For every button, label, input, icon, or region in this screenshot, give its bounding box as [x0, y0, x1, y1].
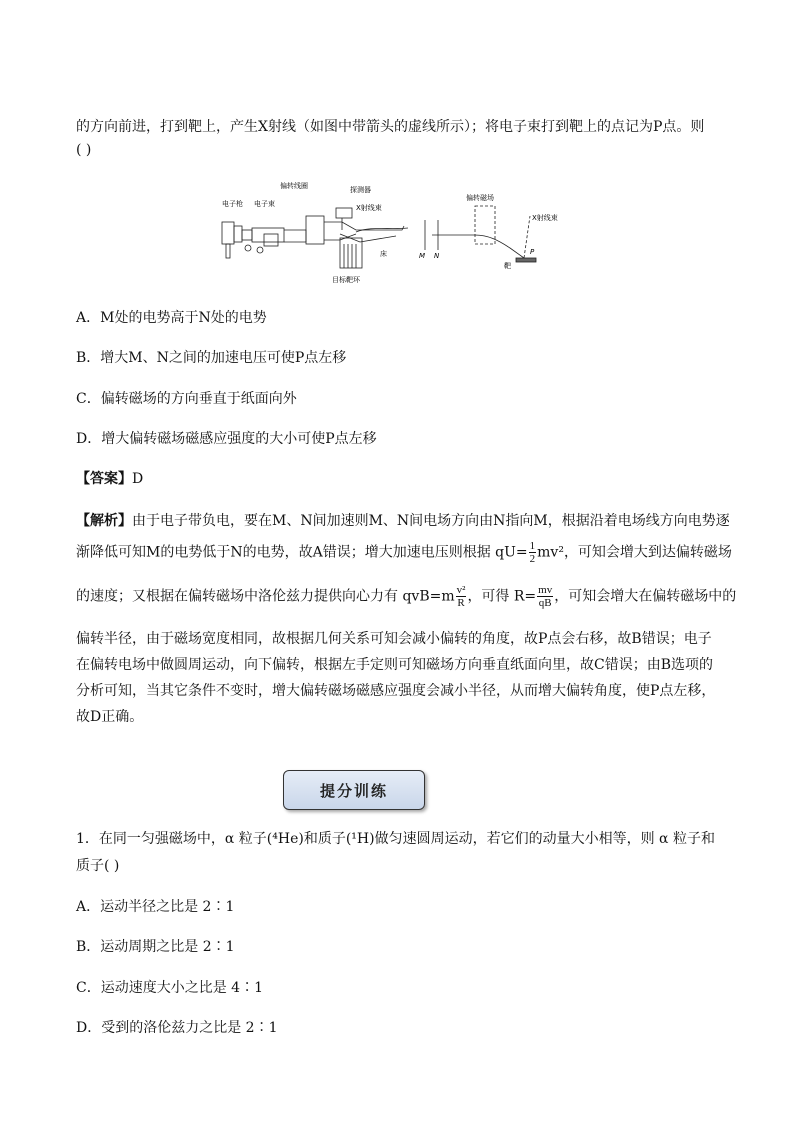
analysis-line-4: 偏转半径，由于磁场宽度相同，故根据几何关系可知会减小偏转的角度，故P点会右移，故B错误；电子	[76, 631, 712, 647]
answer-tag: 【答案】	[76, 471, 132, 487]
option-d: D．增大偏转磁场磁感应强度的大小可使P点左移	[76, 431, 377, 447]
option-c: C．偏转磁场的方向垂直于纸面向外	[76, 391, 297, 407]
fraction-mv-qB: $\frac{mv}{qB}$	[538, 584, 553, 609]
analysis-line-5: 在偏转电场中做圆周运动，向下偏转，根据左手定则可知磁场方向垂直纸面向里，故C错误；由B选项的	[76, 657, 713, 673]
label-coil: 偏转线圈	[280, 182, 308, 190]
option-a: A．M处的电势高于N处的电势	[76, 310, 267, 326]
analysis-line-3: 的速度；又根据在偏转磁场中洛伦兹力提供向心力有 qvB=m $\frac{\text{v²}}{R}$ ，可得 R= $\frac{mv}{qB}$ ，可知会增大在偏转磁场中的	[76, 584, 737, 609]
apparatus-figure	[220, 178, 560, 290]
fraction-v2-R: $\frac{\text{v²}}{R}$	[456, 584, 466, 609]
label-P: P	[530, 248, 535, 256]
intro-line-1: 的方向前进，打到靶上，产生X射线（如图中带箭头的虚线所示）；将电子束打到靶上的点记为P点。则	[76, 119, 705, 135]
label-xray: X射线束	[356, 204, 382, 212]
analysis-line-2: 渐降低可知M的电势低于N的电势，故A错误；增大加速电压则根据 qU= $\frac{1}{2}$ mv²，可知会增大到达偏转磁场	[76, 540, 732, 565]
answer-value: D	[132, 471, 144, 487]
label-gun: 电子枪	[222, 200, 243, 208]
fraction-half: $\frac{1}{2}$	[529, 540, 536, 565]
label-beam: 电子束	[254, 200, 275, 208]
q1-option-b: B．运动周期之比是 2∶1	[76, 939, 235, 955]
electron-gun-apparatus	[222, 208, 408, 268]
q1-stem-line-2: 质子( )	[76, 858, 120, 874]
q1-stem-line-1: 1．在同一匀强磁场中，α 粒子(⁴He)和质子(¹H)做匀速圆周运动，若它们的动量大小相等，则 α 粒子和	[76, 831, 715, 847]
q1-option-d: D．受到的洛伦兹力之比是 2∶1	[76, 1020, 278, 1036]
label-field: 偏转磁场	[466, 194, 494, 202]
analysis-tag: 【解析】	[76, 513, 132, 529]
answer-line	[76, 468, 143, 488]
section-title: 提分训练	[319, 781, 388, 800]
label-M: M	[419, 252, 426, 260]
deflection-schematic	[425, 206, 536, 262]
analysis-line-1: 【解析】由于电子带负电，要在M、N间加速则M、N间电场方向由N指向M，根据沿着电场线方向电势逐	[76, 513, 730, 529]
analysis-line-7: 故D正确。	[76, 709, 144, 725]
q1-option-a: A．运动半径之比是 2∶1	[76, 899, 235, 915]
label-bed: 床	[380, 250, 387, 258]
intro-line-2: ( )	[76, 142, 92, 158]
label-N: N	[434, 252, 440, 260]
option-b: B．增大M、N之间的加速电压可使P点左移	[76, 350, 347, 366]
label-ring: 目标靶环	[332, 276, 360, 284]
q1-option-c: C．运动速度大小之比是 4∶1	[76, 980, 263, 996]
label-detector: 探测器	[350, 186, 371, 194]
label-target: 靶	[504, 262, 511, 270]
section-title-banner	[283, 770, 425, 810]
analysis-line-6: 分析可知，当其它条件不变时，增大偏转磁场磁感应强度会减小半径，从而增大偏转角度，使P点左移，	[76, 683, 716, 699]
label-xray-right: X射线束	[532, 214, 558, 222]
